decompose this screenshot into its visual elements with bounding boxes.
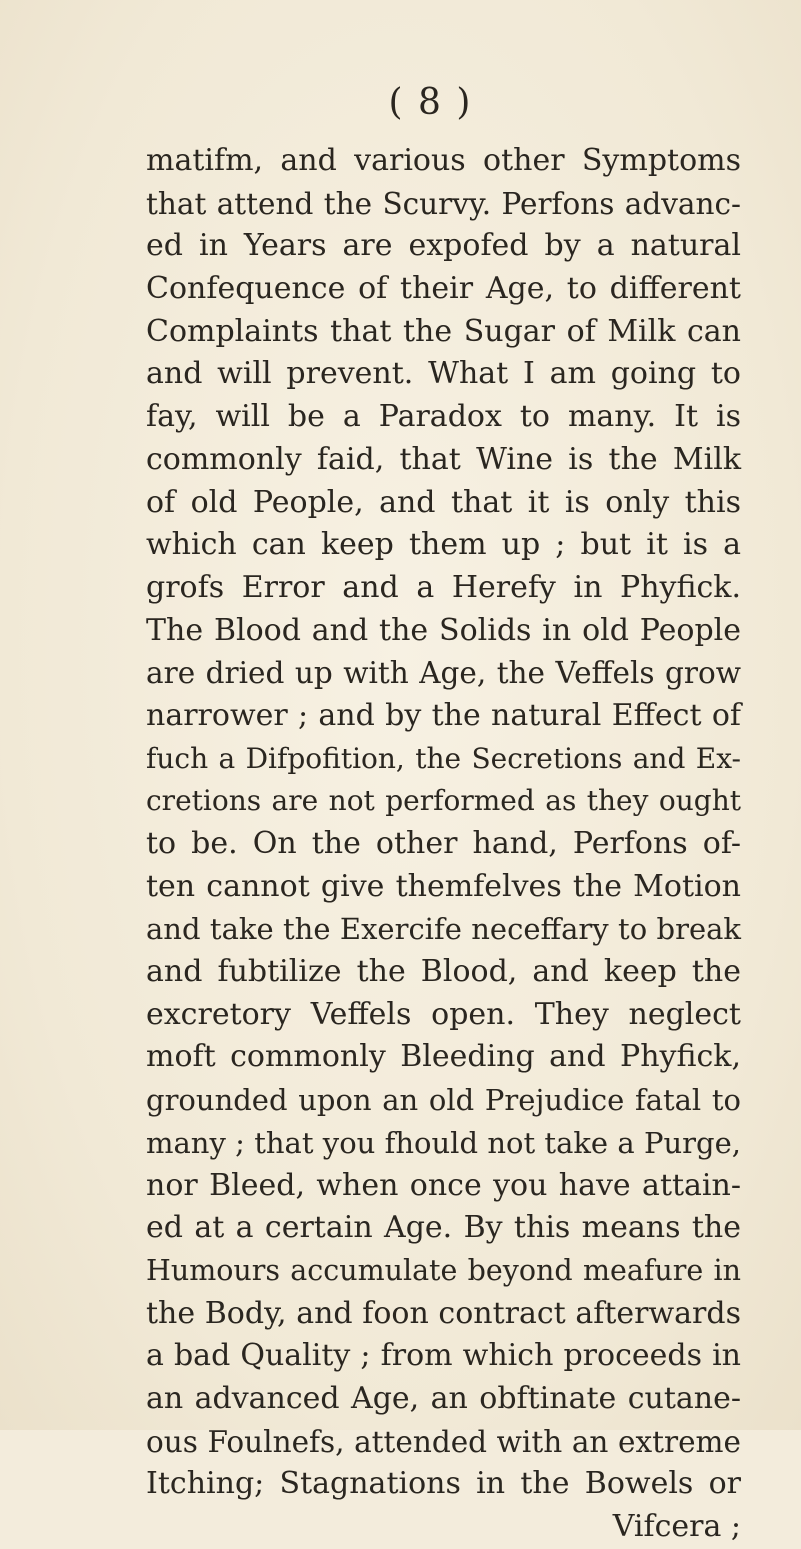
text-line: The Blood and the Solids in old People [146,612,741,648]
text-line: nor Bleed, when once you have attain- [146,1167,741,1203]
text-line: and will prevent. What I am going to [146,356,741,392]
page-number: ( 8 ) [388,82,473,123]
text-line: ten cannot give themfelves the Motion [146,868,741,904]
text-line: Humours accumulate beyond meafure in [146,1253,741,1287]
text-line: Confequence of their Age, to different [146,271,741,307]
text-line: which can keep them up ; but it is a [146,527,741,563]
text-line: of old People, and that it is only this [146,484,741,520]
text-line: moft commonly Bleeding and Phyfick, [146,1039,741,1075]
text-line: an advanced Age, an obftinate cutane- [146,1380,741,1416]
text-line: commonly faid, that Wine is the Milk [146,441,741,477]
text-line: ed at a certain Age. By this means the [146,1210,741,1246]
text-line: a bad Quality ; from which proceeds in [146,1338,741,1374]
text-line: and take the Exercife neceffary to break [146,912,741,947]
text-line: fuch a Difpofition, the Secretions and Ex- [146,741,741,775]
text-line: ous Foulnefs, attended with an extreme [146,1424,741,1459]
text-line: narrower ; and by the natural Effect of [146,697,741,733]
catchword: Vifcera ; [612,1509,741,1544]
text-line: matifm, and various other Symptoms [146,143,741,178]
text-line: grofs Error and a Herefy in Phyfick. [146,569,741,605]
text-line: many ; that you fhould not take a Purge, [146,1125,741,1160]
text-line: ed in Years are expofed by a natural [146,228,741,264]
text-line: Complaints that the Sugar of Milk can [146,313,741,349]
body-text [146,140,741,1549]
text-line: grounded upon an old Prejudice fatal to [146,1083,741,1118]
text-line: cretions are not performed as they ought [146,784,741,818]
text-line: the Body, and foon contract afterwards [146,1295,741,1331]
text-line: that attend the Scurvy. Perfons advanc- [146,186,741,221]
text-line: are dried up with Age, the Veffels grow [146,656,741,691]
text-line: and fubtilize the Blood, and keep the [146,954,741,990]
text-line: to be. On the other hand, Perfons of- [146,826,741,861]
text-line: Itching; Stagnations in the Bowels or [146,1466,741,1502]
text-line: fay, will be a Paradox to many. It is [146,399,741,435]
text-line: excretory Veffels open. They neglect [146,996,741,1032]
